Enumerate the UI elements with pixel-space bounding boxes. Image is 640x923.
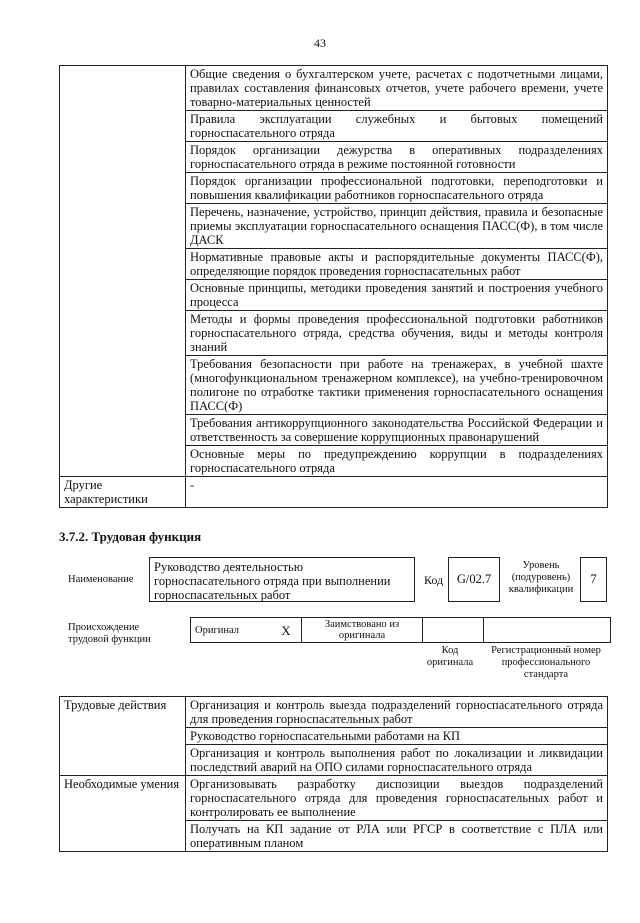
- level-value: 7: [590, 572, 597, 586]
- function-code-box: [448, 557, 500, 602]
- knowledge-item: Порядок организации профессиональной подготовки, переподготовки и повышения квалификации работников горноспасательного отряда: [186, 173, 608, 204]
- knowledge-item: Основные принципы, методики проведения занятий и построения учебного процесса: [186, 280, 608, 311]
- other-characteristics-label: Другие характеристики: [60, 477, 186, 508]
- origin-table: [190, 617, 611, 643]
- action-item: Организация и контроль выполнения работ по локализации и ликвидации последствий аварий на ОПО силами горноспасательного отряда: [186, 745, 608, 776]
- level-box: [580, 557, 607, 602]
- function-name-box: [149, 557, 415, 602]
- reg-number-cell: [484, 618, 611, 643]
- action-item: Руководство горноспасательными работами на КП: [186, 728, 608, 745]
- code-label: Код: [424, 573, 444, 587]
- function-name-value: Руководство деятельностью горноспасательного отряда при выполнении горноспасательных работ: [154, 560, 391, 602]
- section-heading: 3.7.2. Трудовая функция: [59, 529, 202, 544]
- knowledge-item: Требования безопасности при работе на тренажерах, в учебной шахте (многофункциональном тренажерном комплексе), на учебно-тренировочном полигоне по отработке тактики применения горноспасательного оснащения ПАСС(Ф): [186, 356, 608, 415]
- knowledge-item: Нормативные правовые акты и распорядительные документы ПАСС(Ф), определяющие порядок проведения горноспасательных работ: [186, 249, 608, 280]
- table-row: [60, 66, 608, 111]
- name-label: Наименование: [68, 574, 134, 585]
- code-original-label: Код оригинала: [426, 645, 474, 668]
- labor-table: [59, 696, 608, 852]
- borrowed-label: Заимствовано из оригинала: [302, 618, 423, 643]
- table-row: [60, 776, 608, 821]
- action-item: Организация и контроль выезда подразделений горноспасательного отряда для проведения горноспасательных работ: [186, 697, 608, 728]
- knowledge-item: Порядок организации дежурства в оперативных подразделениях горноспасательного отряда в режиме постоянной готовности: [186, 142, 608, 173]
- skill-item: Получать на КП задание от РЛА или РГСР в соответствие с ПЛА или оперативным планом: [186, 821, 608, 852]
- table-row: [60, 697, 608, 728]
- knowledge-item: Основные меры по предупреждению коррупции в подразделениях горноспасательного отряда: [186, 446, 608, 477]
- original-label: Оригинал: [191, 618, 272, 643]
- actions-label: Трудовые действия: [60, 697, 186, 776]
- page-number: 43: [314, 36, 326, 50]
- origin-label: Происхождение трудовой функции: [68, 622, 151, 645]
- knowledge-table: [59, 65, 608, 508]
- table-row: [60, 477, 608, 508]
- knowledge-item: Методы и формы проведения профессиональной подготовки работников горноспасательного отряда, средства обучения, виды и методы контроля знаний: [186, 311, 608, 356]
- skill-item: Организовывать разработку диспозиции выездов подразделений горноспасательного отряда для проведения горноспасательных работ и контролировать ее выполнение: [186, 776, 608, 821]
- other-characteristics-value: -: [186, 477, 608, 508]
- knowledge-item: Правила эксплуатации служебных и бытовых помещений горноспасательного отряда: [186, 111, 608, 142]
- knowledge-item: Перечень, назначение, устройство, принцип действия, правила и безопасные приемы эксплуатации горноспасательного оснащения ПАСС(Ф), в том числе ДАСК: [186, 204, 608, 249]
- skills-label: Необходимые умения: [60, 776, 186, 852]
- code-original-cell: [423, 618, 484, 643]
- reg-number-label: Регистрационный номер профессионального стандарта: [491, 645, 601, 680]
- function-code-value: G/02.7: [456, 572, 492, 586]
- empty-cell: [60, 66, 186, 477]
- knowledge-item: Требования антикоррупционного законодательства Российской Федерации и ответственность за совершение коррупционных правонарушений: [186, 415, 608, 446]
- level-label: Уровень (подуровень) квалификации: [508, 560, 574, 595]
- knowledge-item: Общие сведения о бухгалтерском учете, расчетах с подотчетными лицами, правилах составления финансовых отчетов, учете рабочего времени, учете товарно-материальных ценностей: [186, 66, 608, 111]
- original-mark: X: [271, 618, 302, 643]
